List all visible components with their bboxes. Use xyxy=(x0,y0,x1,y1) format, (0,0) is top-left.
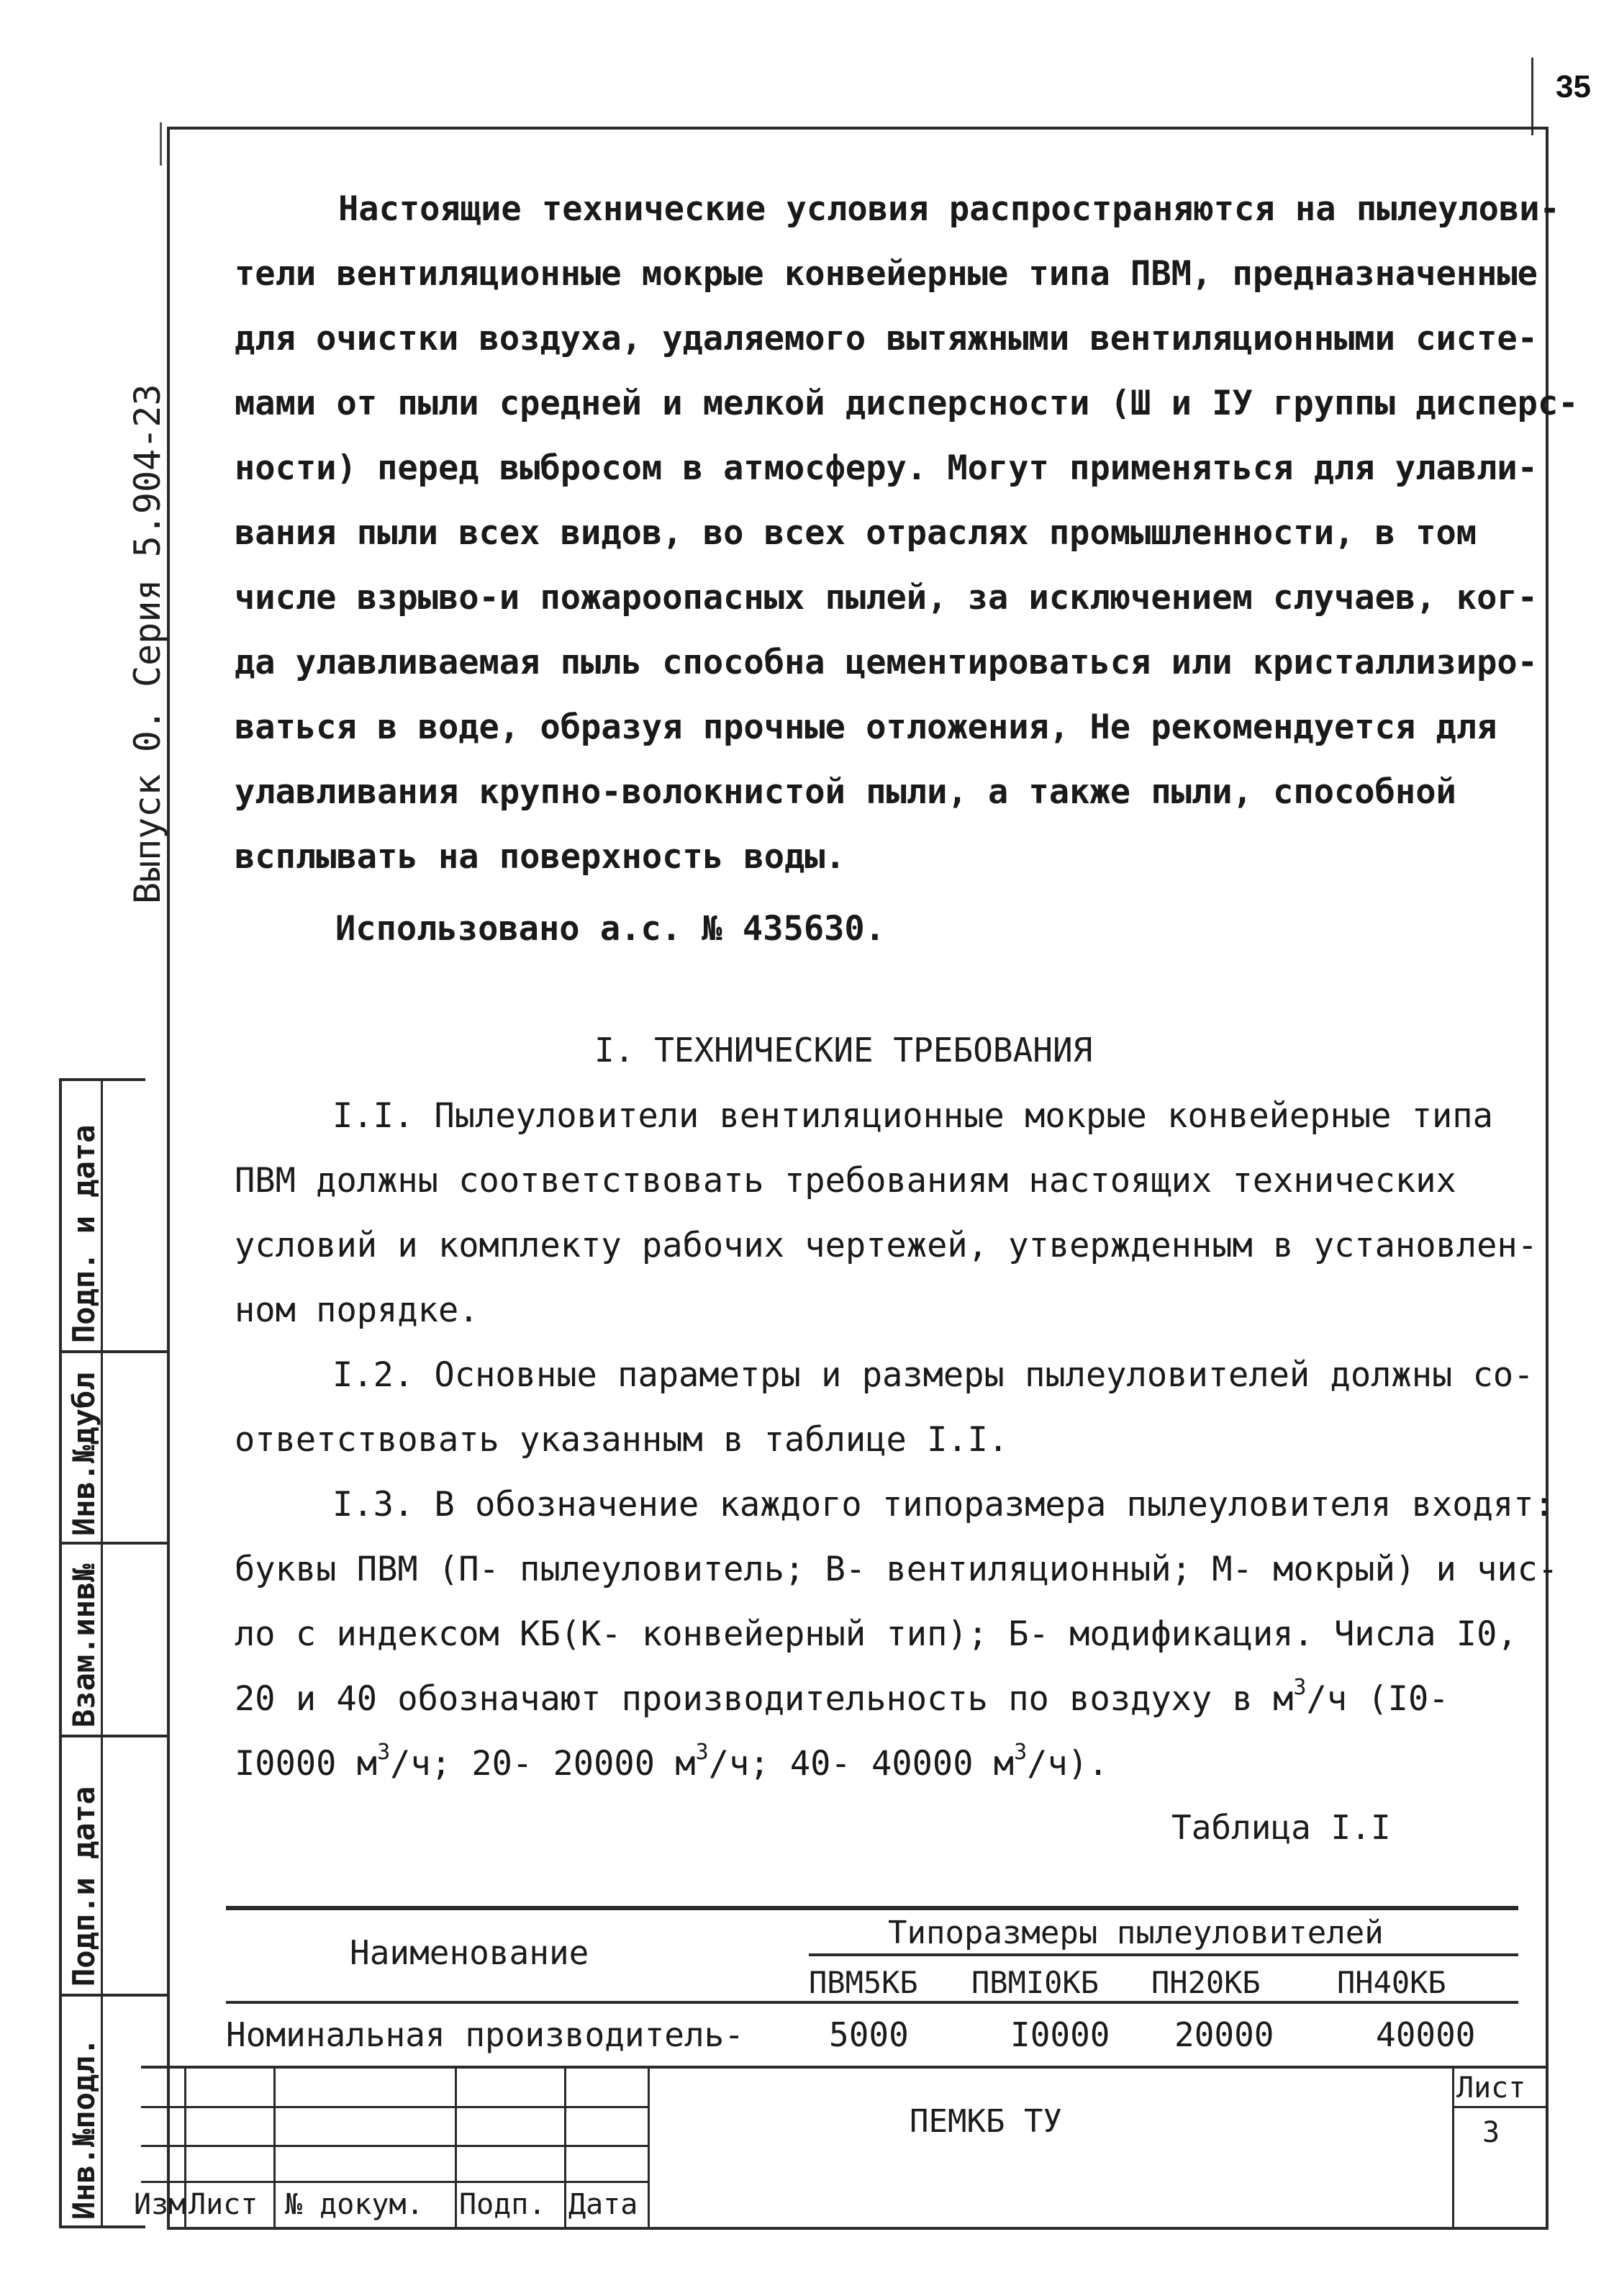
title-col-sign: Подп. xyxy=(459,2188,546,2221)
table-row-label: Номинальная производитель- xyxy=(226,2015,745,2054)
intro-line: Настоящие технические условия распространяются на пылеулови- xyxy=(338,189,1560,229)
intro-line: мами от пыли средней и мелкой дисперсности (Ш и IУ группы дисперс- xyxy=(235,384,1579,423)
stamp-field-inv-dup: Инв.№дубл xyxy=(66,1372,101,1536)
title-block-col xyxy=(1452,2066,1454,2228)
stamp-field-sign-date-2: Подп. и дата xyxy=(66,1124,101,1343)
title-block-row xyxy=(141,2145,648,2147)
title-block-row xyxy=(1452,2106,1549,2108)
intro-line: тели вентиляционные мокрые конвейерные типа ПВМ, предназначенные xyxy=(235,254,1538,294)
intro-line: вания пыли всех видов, во всех отраслях промышленности, в том xyxy=(235,513,1477,553)
title-col-izm: Изм xyxy=(134,2188,186,2221)
title-block-col xyxy=(273,2066,276,2228)
sheet-number-divider xyxy=(1531,58,1533,135)
intro-line: ваться в воде, образуя прочные отложения, Не рекомендуется для xyxy=(235,708,1497,747)
intro-line: ности) перед выбросом в атмосферу. Могут применяться для улавли- xyxy=(235,448,1538,488)
section-line: ном порядке. xyxy=(235,1291,479,1330)
left-stamp-rule xyxy=(59,1542,170,1545)
table-top-rule xyxy=(226,1906,1518,1910)
sheet-label: Лист xyxy=(1456,2071,1526,2105)
table-cell: 5000 xyxy=(829,2015,909,2054)
section-line: условий и комплекту рабочих чертежей, утвержденным в установлен- xyxy=(235,1226,1538,1265)
section-title: I. ТЕХНИЧЕСКИЕ ТРЕБОВАНИЯ xyxy=(594,1031,1093,1070)
title-col-doc: № докум. xyxy=(285,2188,424,2221)
section-line: ПВМ должны соответствовать требованиям настоящих технических xyxy=(235,1161,1456,1201)
section-line: I.I. Пылеуловители вентиляционные мокрые конвейерные типа xyxy=(332,1096,1493,1136)
table-type-4: ПН40КБ xyxy=(1337,1965,1446,2000)
table-cell: 20000 xyxy=(1174,2015,1274,2054)
table-cell: 40000 xyxy=(1376,2015,1476,2054)
title-block-col xyxy=(455,2066,457,2228)
left-stamp-rule xyxy=(59,1735,170,1737)
table-caption: Таблица I.I xyxy=(1171,1808,1391,1847)
table-header-rule xyxy=(226,2001,1518,2004)
section-line: I.2. Основные параметры и размеры пылеуловителей должны со- xyxy=(332,1355,1534,1395)
frame-corner-mark xyxy=(160,122,162,166)
sheet-number: 35 xyxy=(1556,69,1591,104)
intro-line: всплывать на поверхность воды. xyxy=(235,837,845,877)
intro-line: улавливания крупно-волокнистой пыли, а также пыли, способной xyxy=(235,772,1456,812)
left-stamp-rule xyxy=(59,1350,170,1353)
table-type-2: ПВМI0КБ xyxy=(971,1965,1100,2000)
stamp-field-inv-orig: Инв.№подл. xyxy=(66,2038,101,2220)
sheet-value: 3 xyxy=(1482,2116,1500,2149)
table-group-header: Типоразмеры пылеуловителей xyxy=(888,1915,1384,1951)
section-line: ответствовать указанным в таблице I.I. xyxy=(235,1420,1009,1460)
title-block-row xyxy=(141,2106,648,2108)
section-line: ло с индексом КБ(К- конвейерный тип); Б- модификация. Числа I0, xyxy=(235,1614,1518,1654)
title-block-row xyxy=(141,2181,648,2183)
intro-line: для очистки воздуха, удаляемого вытяжными вентиляционными систе- xyxy=(235,319,1538,358)
section-line-units: 20 и 40 обозначают производительность по воздуху в $м^3/ч$ (I0- xyxy=(235,1675,1449,1719)
table-cell: I0000 xyxy=(1010,2015,1110,2054)
title-block-top xyxy=(141,2066,1549,2069)
section-line-units: I0000 $м^3/ч$; 20- 20000 $м^3/ч$; 40- 40000 $м^3/ч$). xyxy=(235,1740,1109,1784)
document-designation: ПЕМКБ ТУ xyxy=(910,2103,1062,2140)
intro-line: да улавливаемая пыль способна цементироваться или кристаллизиро- xyxy=(235,643,1538,682)
table-type-3: ПН20КБ xyxy=(1151,1965,1261,2000)
title-col-date: Дата xyxy=(568,2188,638,2221)
section-line: I.3. В обозначение каждого типоразмера пылеуловителя входят: xyxy=(332,1485,1554,1524)
table-type-1: ПВМ5КБ xyxy=(809,1965,918,2000)
left-stamp-rule xyxy=(59,1994,170,1997)
title-col-list: Лист xyxy=(189,2188,258,2221)
title-block-col xyxy=(648,2066,650,2228)
section-line: буквы ПВМ (П- пылеуловитель; В- вентиляционный; М- мокрый) и чис- xyxy=(235,1550,1559,1589)
intro-line: числе взрыво-и пожароопасных пылей, за исключением случаев, ког- xyxy=(235,578,1538,618)
table-header-name: Наименование xyxy=(350,1933,589,1972)
table-group-rule xyxy=(809,1953,1518,1956)
side-series-label: Выпуск 0. Серия 5.904-23 xyxy=(127,384,168,904)
used-patent-line: Использовано а.с. № 435630. xyxy=(335,909,886,949)
title-block-col xyxy=(564,2066,566,2228)
stamp-field-replace-inv: Взам.инв№ xyxy=(66,1563,101,1727)
stamp-field-sign-date: Подп.и дата xyxy=(66,1786,101,1987)
